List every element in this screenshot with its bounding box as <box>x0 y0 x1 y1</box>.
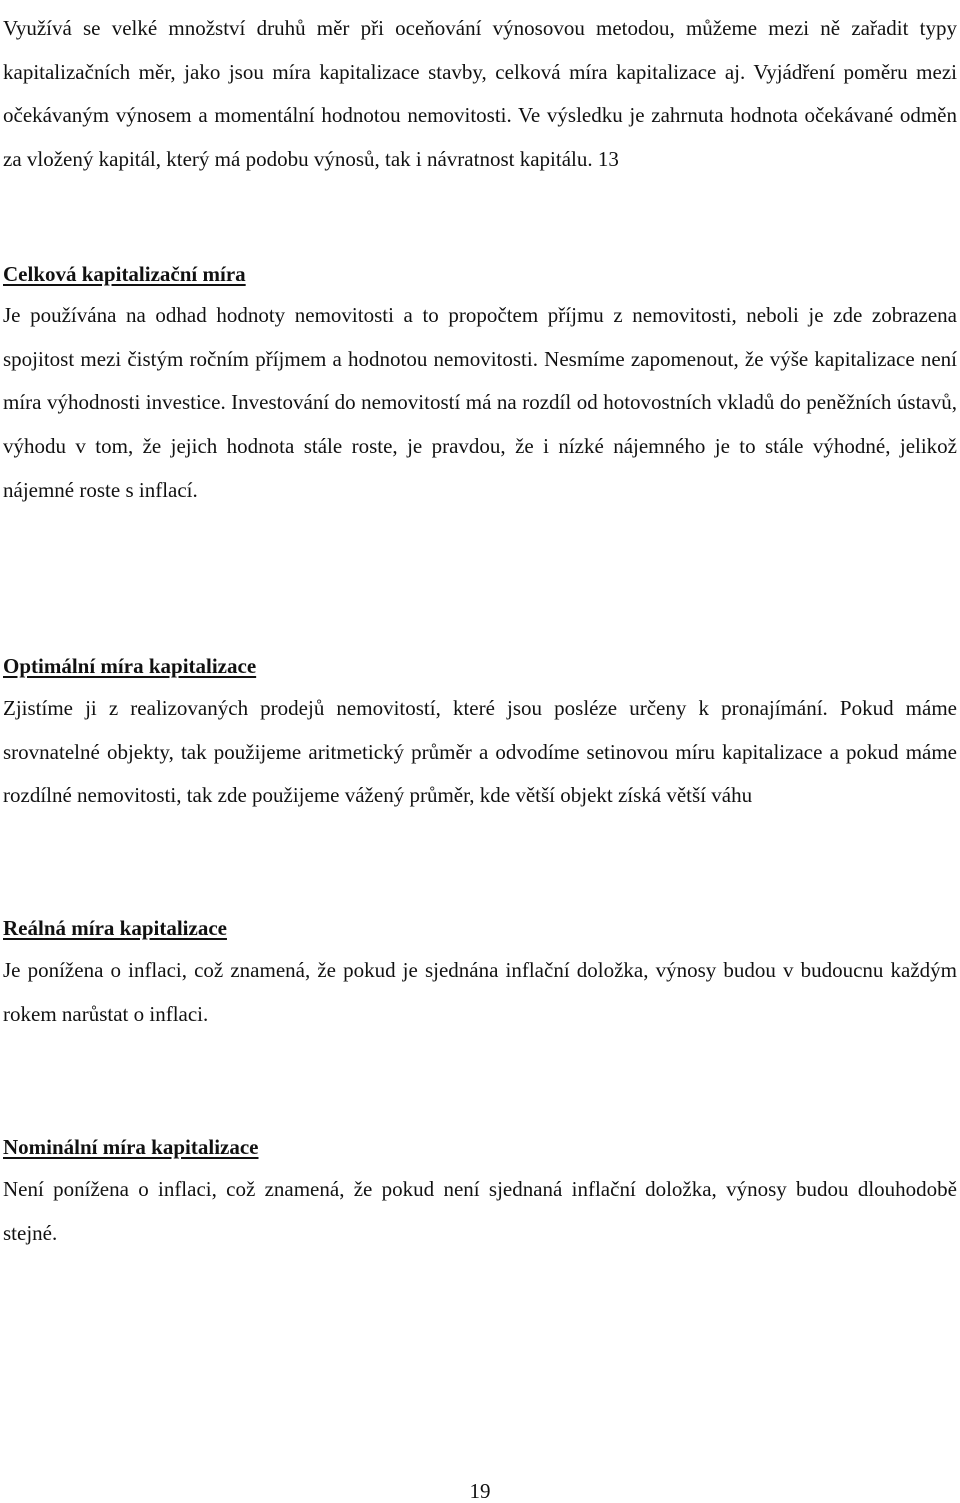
page-number: 19 <box>469 1479 491 1503</box>
section-paragraph-celkova: Je používána na odhad hodnoty nemovitosti a to propočtem příjmu z nemovitosti, neboli je zde zobrazena spojitost mezi čistým ročním příjmem a hodnotou nemovitosti. Nesmíme zapomenout, že výše kapitalizace není míra výhodnosti investice. Investování do nemovitostí má na rozdíl od hotovostních vkladů do peněžních ústavů, výhodu v tom, že jejich hodnota stále roste, je pravdou, že i nízké nájemného je to stále výhodné, jelikož nájemné roste s inflací. <box>3 303 957 502</box>
section-paragraph-optimalni: Zjistíme ji z realizovaných prodejů nemovitostí, které jsou posléze určeny k pronajímání. Pokud máme srovnatelné objekty, tak použijeme aritmetický průměr a odvodíme setinovou míru kapitalizace a pokud máme rozdílné nemovitosti, tak zde použijeme vážený průměr, kde větší objekt získá větší váhu <box>3 696 957 808</box>
document-page <box>3 0 957 1503</box>
footnote-reference: 13 <box>592 147 619 172</box>
intro-paragraph <box>3 7 957 182</box>
section-heading-celkova: Celková kapitalizační míra <box>3 262 246 286</box>
section-heading-optimalni: Optimální míra kapitalizace <box>3 654 257 678</box>
section-heading-realna: Reálná míra kapitalizace <box>3 916 227 940</box>
section-heading-nominalni: Nominální míra kapitalizace <box>3 1135 259 1159</box>
section-paragraph-nominalni: Není ponížena o inflaci, což znamená, že pokud není sjednaná inflační doložka, výnosy budou dlouhodobě stejné. <box>3 1177 957 1245</box>
section-paragraph-realna: Je ponížena o inflaci, což znamená, že pokud je sjednána inflační doložka, výnosy budou v budoucnu každým rokem narůstat o inflaci. <box>3 958 957 1026</box>
intro-text: Využívá se velké množství druhů měr při oceňování výnosovou metodou, můžeme mezi ně zařadit typy kapitalizačních měr, jako jsou míra kapitalizace stavby, celková míra kapitalizace aj. Vyjádření poměru mezi očekávaným výnosem a momentální hodnotou nemovitosti. Ve výsledku je zahrnuta hodnota očekávané odměn za vložený kapitál, který má podobu výnosů, tak i návratnost kapitálu. <box>3 16 957 172</box>
